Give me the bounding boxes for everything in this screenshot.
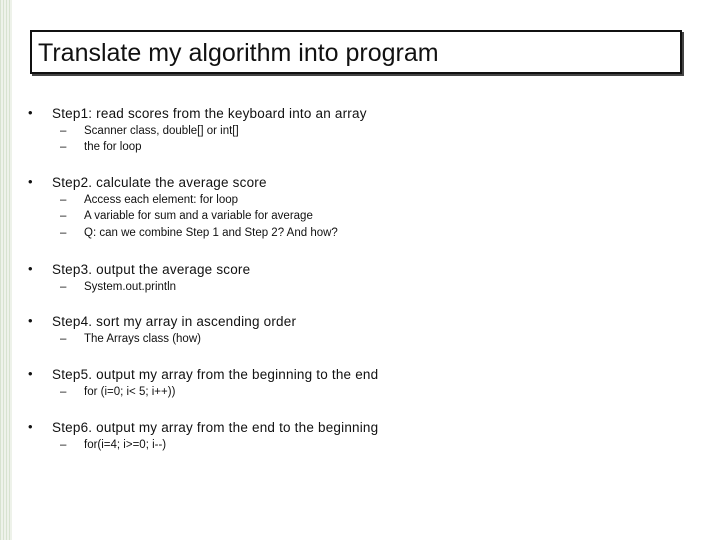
bullet-icon: •: [28, 105, 33, 120]
bullet-icon: •: [28, 261, 33, 276]
step-3-label: Step3. output the average score: [52, 262, 251, 277]
title-box: [30, 30, 682, 74]
slide-title: Translate my algorithm into program: [38, 39, 439, 67]
step-1-sub-1: – Scanner class, double[] or int[]: [60, 125, 239, 137]
step-2-sub-1: – Access each element: for loop: [60, 194, 239, 206]
bullet-icon: •: [28, 366, 33, 381]
step-2-sub-2: – A variable for sum and a variable for average: [60, 210, 313, 222]
step-6-sub-1: – for(i=4; i>=0; i--): [60, 439, 167, 451]
step-1-label: Step1: read scores from the keyboard into an array: [52, 106, 367, 121]
step-5-label: Step5. output my array from the beginning to the end: [52, 367, 379, 382]
left-decorative-stripe: [0, 0, 12, 540]
step-6-label: Step6. output my array from the end to the beginning: [52, 420, 379, 435]
step-4-label: Step4. sort my array in ascending order: [52, 314, 297, 329]
bullet-icon: •: [28, 419, 33, 434]
step-5-sub-1: – for (i=0; i< 5; i++)): [60, 386, 176, 398]
step-2-sub-3: – Q: can we combine Step 1 and Step 2? And how?: [60, 227, 338, 239]
step-2-label: Step2. calculate the average score: [52, 175, 267, 190]
step-4-sub-1: – The Arrays class (how): [60, 333, 201, 345]
bullet-icon: •: [28, 174, 33, 189]
bullet-icon: •: [28, 313, 33, 328]
step-3-sub-1: – System.out.println: [60, 281, 177, 293]
step-1-sub-2: – the for loop: [60, 141, 142, 153]
